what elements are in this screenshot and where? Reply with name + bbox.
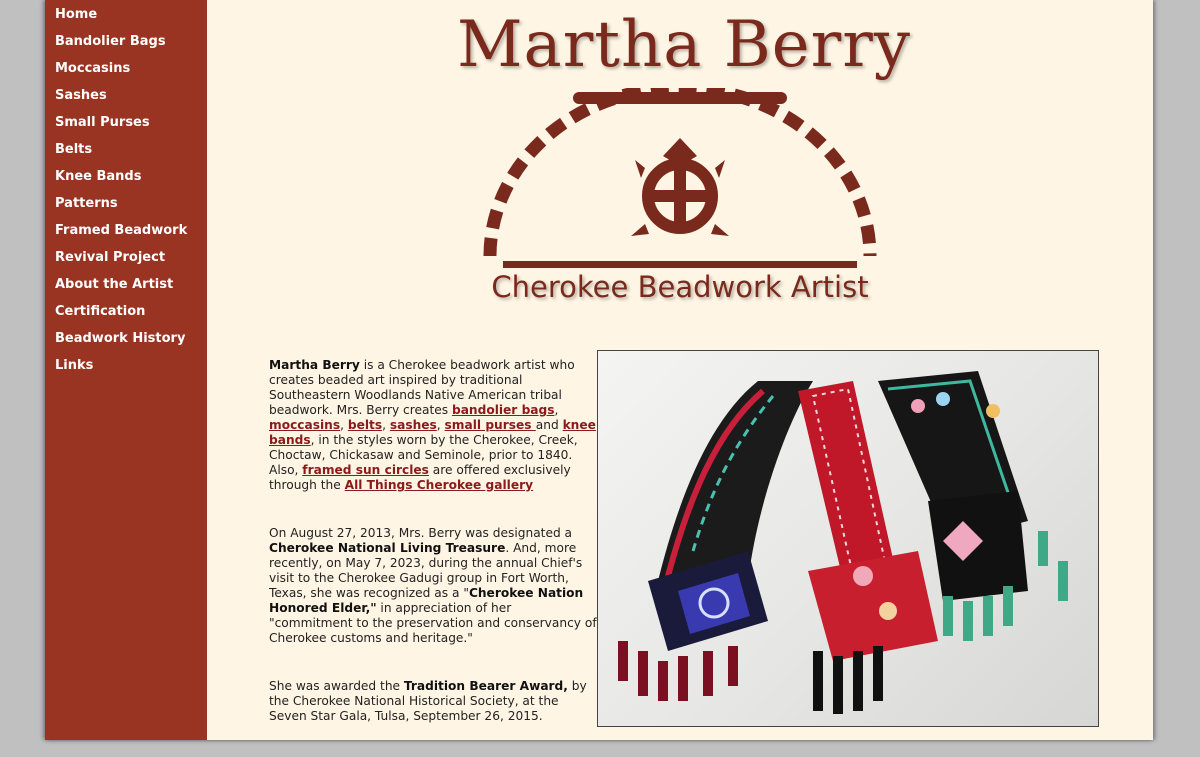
nav-item — [55, 31, 207, 58]
nav-link-beadwork-history[interactable]: Beadwork History — [55, 331, 186, 346]
living-treasure-paragraph — [269, 526, 597, 646]
artist-name: Martha Berry — [269, 358, 360, 372]
text: , — [382, 418, 390, 432]
nav-item — [55, 58, 207, 85]
nav-link-framed-beadwork[interactable]: Framed Beadwork — [55, 223, 188, 238]
nav-item — [55, 4, 207, 31]
site-logo — [445, 8, 915, 308]
link-all-things-cherokee-gallery[interactable]: All Things Cherokee gallery — [344, 478, 534, 492]
nav-item — [55, 220, 207, 247]
text: and — [535, 418, 563, 432]
bold-text: Tradition Bearer Award, — [403, 679, 568, 693]
nav-item — [55, 193, 207, 220]
nav-link-links[interactable]: Links — [55, 358, 94, 373]
text: , — [554, 403, 559, 417]
nav-link-moccasins[interactable]: Moccasins — [55, 61, 131, 76]
page-container — [45, 0, 1153, 740]
nav-link-sashes[interactable]: Sashes — [55, 88, 107, 103]
nav-menu — [45, 0, 207, 382]
text: are offered exclusively through the — [269, 463, 571, 492]
nav-item — [55, 328, 207, 355]
bold-text: Cherokee Nation Honored Elder," — [269, 586, 584, 615]
nav-item — [55, 247, 207, 274]
nav-item — [55, 112, 207, 139]
sidebar — [45, 0, 207, 740]
link-framed-sun-circles[interactable]: framed sun circles — [302, 463, 429, 477]
text: by the Cherokee National Historical Society, at the Seven Star Gala, Tulsa, September 26, 2015. — [269, 679, 587, 723]
link-belts[interactable]: belts — [347, 418, 383, 432]
link-moccasins[interactable]: moccasins — [269, 418, 341, 432]
award-paragraph — [269, 679, 597, 724]
nav-item — [55, 301, 207, 328]
nav-link-home[interactable]: Home — [55, 7, 98, 22]
beadwork-photo — [597, 350, 1099, 727]
link-knee-bands[interactable]: knee bands — [269, 418, 596, 447]
logo-subtitle: Cherokee Beadwork Artist — [491, 270, 869, 304]
text: . And, more recently, on May 7, 2023, during the annual Chief's visit to the Cherokee Gadugi group in Fort Worth, Texas, she was recognized as a " — [269, 541, 583, 600]
nav-link-revival-project[interactable]: Revival Project — [55, 250, 166, 265]
nav-link-knee-bands[interactable]: Knee Bands — [55, 169, 142, 184]
nav-item — [55, 355, 207, 382]
nav-item — [55, 139, 207, 166]
nav-link-about-the-artist[interactable]: About the Artist — [55, 277, 174, 292]
turtle-icon — [631, 138, 729, 236]
nav-link-patterns[interactable]: Patterns — [55, 196, 118, 211]
text: , in the styles worn by the Cherokee, Creek, Choctaw, Chickasaw and Seminole, prior to 1840. Also, — [269, 433, 578, 477]
text: is a Cherokee beadwork artist who creates beaded art inspired by traditional Southeastern Woodlands Native American tribal beadwork. Mrs. Berry creates — [269, 358, 575, 417]
logo-title: Martha Berry — [457, 8, 911, 82]
beadwork-illustration — [598, 351, 1098, 726]
link-small-purses[interactable]: small purses — [444, 418, 536, 432]
nav-item — [55, 166, 207, 193]
nav-item — [55, 274, 207, 301]
text: She was awarded the — [269, 679, 404, 693]
text: On August 27, 2013, Mrs. Berry was designated a — [269, 526, 573, 540]
nav-item — [55, 85, 207, 112]
nav-link-small-purses[interactable]: Small Purses — [55, 115, 150, 130]
text: , — [340, 418, 348, 432]
text: , — [436, 418, 445, 432]
nav-link-certification[interactable]: Certification — [55, 304, 146, 319]
logo-arch-turtle-emblem — [445, 88, 915, 273]
link-bandolier-bags[interactable]: bandolier bags — [451, 403, 555, 417]
nav-link-belts[interactable]: Belts — [55, 142, 93, 157]
text: in appreciation of her "commitment to the preservation and conservancy of Cherokee customs and heritage." — [269, 601, 597, 645]
intro-paragraph — [269, 358, 597, 493]
link-sashes[interactable]: sashes — [389, 418, 437, 432]
main-content — [269, 358, 597, 757]
bold-text: Cherokee National Living Treasure — [269, 541, 506, 555]
nav-link-bandolier-bags[interactable]: Bandolier Bags — [55, 34, 166, 49]
